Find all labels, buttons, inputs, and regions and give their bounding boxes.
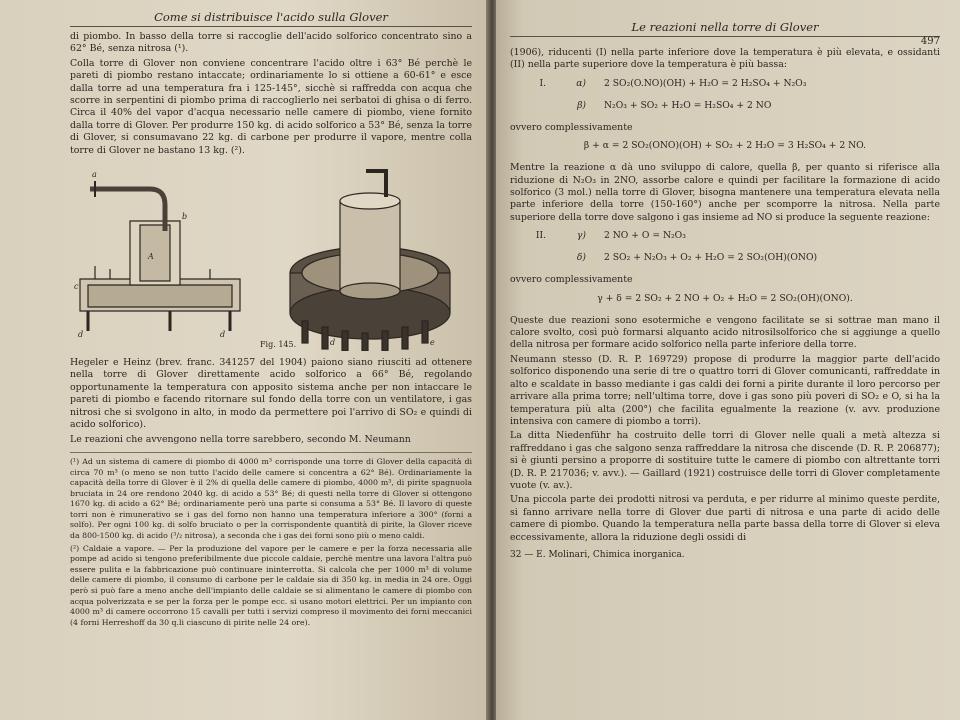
right-intro: (1906), riducenti (I) nella parte inferiore dove la temperatura è più elevata, e ossidanti (II) nella parte superiore dove la temperatura è più bassa: [510,47,940,71]
left-paragraph-4: Le reazioni che avvengono nella torre sarebbero, secondo M. Neumann [70,433,411,445]
right-paragraph-neumann: Neumann stesso (D. R. P. 169729) propose di produrre la maggior parte dell'acido solforico disponendo una serie di tre o quattro torri di Glover comunicanti, raffreddate in alto e scaldate in basso mediante i gas caldi dei forni a pirite durante il loro percorso per arrivare alla prima torre; nell'ultima torre, dove i gas sono più poveri di SO₂ e O, si ha la temperatura più alta (200°) che facilita egualmente la reazione (v. avv. produzione intensiva con camere di piombo a torri). [510,353,940,427]
glover-tower-illustration [70,161,470,351]
fig-letter-d1: d [78,330,84,340]
ovvero-label-1: ovvero complessivamente [510,121,633,133]
tank-diagram [80,181,240,331]
left-paragraph-2: Colla torre di Glover non conviene concentrare l'acido oltre i 63° Bé perchè le pareti di piombo restano intaccate; ordinariamente lo si ottiene a 60-61° e esce dalla torre ad una temperatura fra i 125-145°, sicchè si raffredda con acqua che scorre in serpentini di piombo prima di raccoglierlo nei serbatoi di ghisa o di ferro. Circa il 40% del vapor d'acqua necessario nelle camere di piombo, viene fornito dalla torre di Glover. Per produrre 150 kg. di acido solforico a 53° Bé, senza la torre di Glover, si consumavano 22 kg. di carbone per produrre il vapore, mentre colla torre di Glover ne bastano 13 kg. (²). [70,57,472,156]
fig-letter-d2: d [220,330,226,340]
eq-gamma-label: γ) [576,230,586,242]
footnote-1: (¹) Ad un sistema di camere di piombo di 4000 m³ corrisponde una torre di Glover della capacità di circa 70 m³ (o meno se non tutto l'acido delle camere si concentra a 62° Bé). Ordinariamente la capacità della torre di Glover è il 2% di quella delle camere di piombo, 4000 m³, di pirite spagnuola bruciata in 24 ore rendono 2040 kg. di acido a 53° Bé; di questi nella torre di Glover si ottengono 1670 kg. di acido a 62° Bé; ordinariamente però una parte si consuma a 53° Bé. Il lavoro di queste torri non è rimunerativo se i gas del forno non hanno una temperatura inferiore a 300° (forni a solfo). Per ogni 100 kg. di solfo bruciato o per la corrispondente quantità di pirite, la Glover riceve da 800-1500 kg. di acido (³/₂ nitrosa), a seconda che i gas dei forni sono più o meno caldi. [70,456,472,541]
fig-letter-e: e [430,338,435,348]
equation-beta [510,96,940,116]
equation-sum-2: γ + δ = 2 SO₂ + 2 NO + O₂ + H₂O = 2 SO₂(OH)(ONO). [597,292,853,304]
eq-alpha-label: α) [576,77,586,89]
left-running-head: Come si distribuisce l'acido sulla Glover [70,10,472,27]
eq-group-I-label: I. [539,77,546,89]
fig-letter-b: b [182,212,188,222]
right-paragraph-mid: Mentre la reazione α dà uno sviluppo di calore, quella β, per quanto si riferisce alla riduzione di N₂O₃ in 2NO, assorbe calore e quindi per facilitare la formazione di acido solforico (3 mol.) nella torre di Glover, bisogna mantenere una temperatura elevata nella parte inferiore della torre (150-160°) anche per scomporre la nitrosa. Nella parte superiore della torre dove salgono i gas insieme ad NO si produce la seguente reazione: [510,162,940,223]
fig-letter-d3: d [330,338,336,348]
eq-beta-label: β) [577,99,586,111]
fig-letter-A: A [148,252,154,262]
right-running-head: Le reazioni nella torre di Glover 497 [510,20,940,37]
eq-group-II-label: II. [535,230,546,242]
right-page [496,0,960,720]
figure-145 [70,161,472,351]
footnote-2: (²) Caldaie a vapore. — Per la produzione del vapore per le camere e per la forza necessaria alle pompe ad acido si tengono preferibilmente due piccole caldaie, perchè mentre una lavora l'altra può essere pulita e la fabbricazione può continuare ininterrotta. Si calcola che per 1000 m³ di volume delle camere di piombo, il consumo di carbone per le caldaie sia di 350 kg. in media in 24 ore. Oggi però si può fare a meno anche dell'impianto delle caldaie se si alimentano le camere di piombo con acqua polverizzata e se per la forza per le pompe ecc. si usano motori elettrici. Per un impianto con 4000 m³ di camere occorrono 15 cavalli per tutti i servizi compreso il movimento dei forni meccanici (4 forni Herreshoff da 30 q.li ciascuno di pirite nelle 24 ore). [70,543,472,627]
eq-delta-text: 2 SO₂ + N₂O₃ + O₂ + H₂O = 2 SO₂(OH)(ONO) [604,252,818,264]
eq-alpha-text: 2 SO₂(O.NO)(OH) + H₂O = 2 H₂SO₄ + N₂O₃ [604,77,807,89]
equation-delta [510,248,940,268]
figure-caption: Fig. 145. [260,340,297,350]
left-footnotes [70,452,472,629]
page-number: 497 [920,36,940,47]
equation-sum-1: β + α = 2 SO₂(ONO)(OH) + SO₂ + 2 H₂O = 3 H₂SO₄ + 2 NO. [583,140,867,152]
tower-diagram [290,171,450,351]
right-paragraph-exo: Queste due reazioni sono esotermiche e vengono facilitate se si sottrae man mano il calore svolto, così può formarsi alquanto acido nitrosilsolforico che si aggiunge a quello della nitrosa per formare acido solforico nella parte inferiore della torre. [510,314,940,351]
eq-gamma-text: 2 NO + O = N₂O₃ [604,230,686,242]
equation-gamma [510,226,940,246]
left-paragraph-3: Hegeler e Heinz (brev. franc. 341257 del 1904) paiono siano riusciti ad ottenere nella torre di Glover direttamente acido solforico a 66° Bé, regolando opportunamente la temperatura con apposito sistema anche per non intaccare le pareti di piombo e facendo ritornare sul fondo della torre con un ventilatore, i gas nitrosi che si svolgono in alto, in modo da permettere poi l'arrivo di SO₂ e quindi di acido solforico). [70,357,472,431]
fig-letter-a: a [92,170,97,180]
left-paragraph-1: di piombo. In basso della torre si raccoglie dell'acido solforico concentrato sino a 62° Bé, senza nitrosa (¹). [70,31,472,55]
fig-letter-c: c [74,282,79,292]
eq-delta-label: δ) [576,252,586,264]
equation-alpha [510,74,940,94]
right-paragraph-niedenfuhr: La ditta Niedenführ ha costruito delle torri di Glover nelle quali a metà altezza si raffreddano i gas che salgono senza raffreddare la nitrosa che discende (D. R. P. 206877); si è giunti persino a proporre di sostituire tutte le camere di piombo con altrettante torri (D. R. P. 217036; v. avv.). — Gaillard (1921) costruisce delle torri di Glover completamente vuote (v. av.). [510,430,940,491]
page-footer: 32 — E. Molinari, Chimica inorganica. [510,549,685,560]
right-paragraph-last: Una piccola parte dei prodotti nitrosi va perduta, e per ridurre al minimo queste perdite, si fanno arrivare nella torre di Glover due parti di nitrosa e una parte di acido delle camere di piombo. Quando la temperatura nella parte bassa della torre di Glover si eleva eccessivamente, allora la riduzione degli ossidi di [510,494,940,543]
eq-beta-text: N₂O₃ + SO₂ + H₂O = H₂SO₄ + 2 NO [604,99,772,111]
ovvero-label-2: ovvero complessivamente [510,274,633,286]
